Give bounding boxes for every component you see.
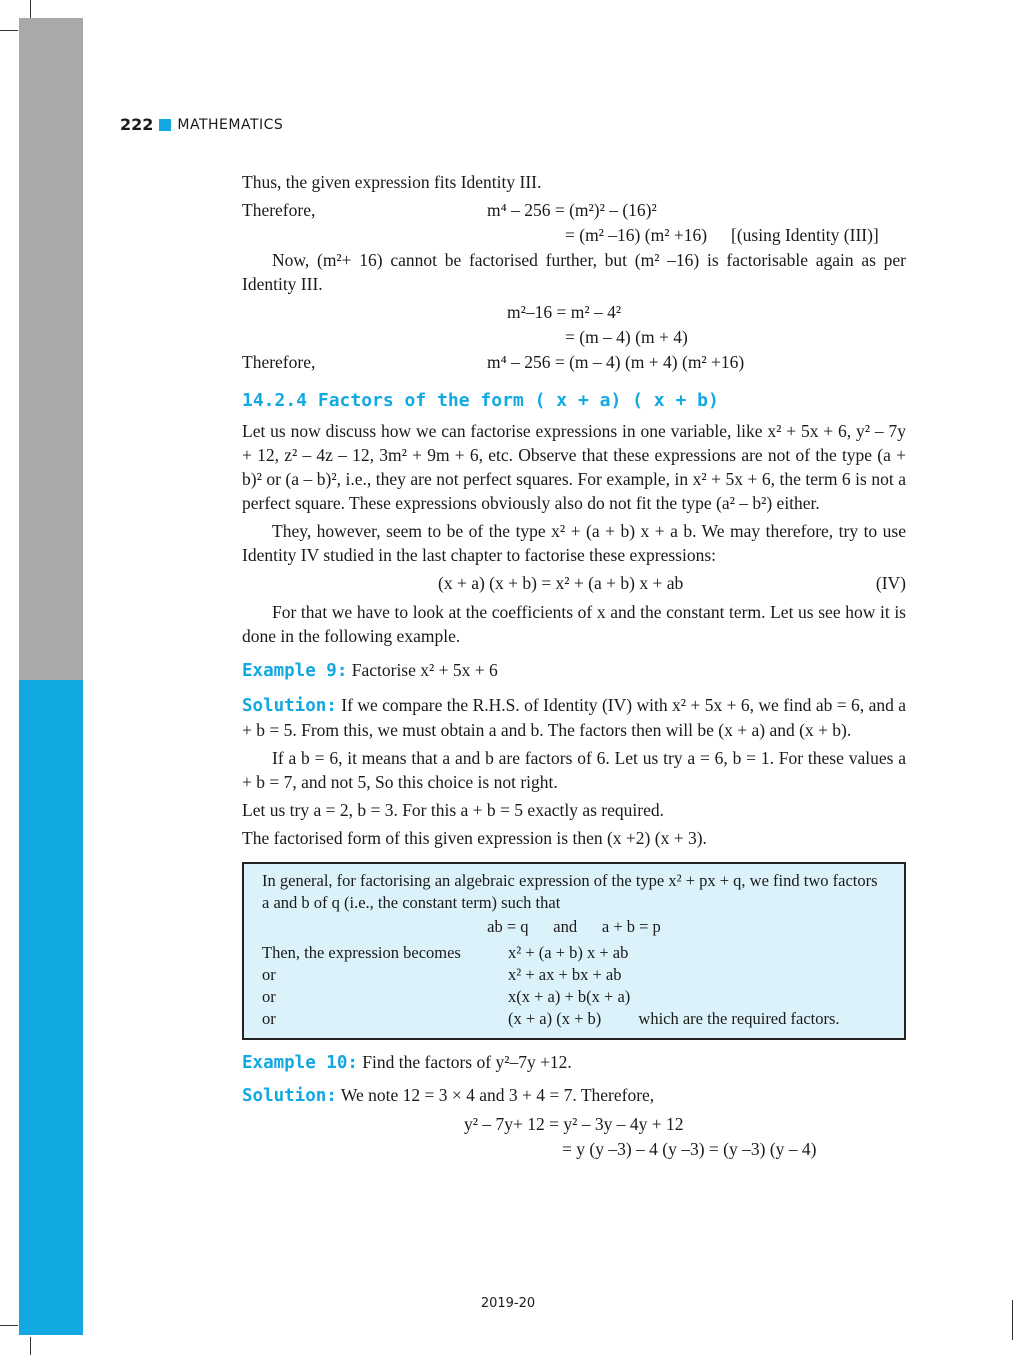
paragraph: Let us try a = 2, b = 3. For this a + b = 5 exactly as required.	[242, 800, 664, 820]
section-heading: 14.2.4 Factors of the form ( x + a) ( x + b)	[242, 390, 719, 411]
paragraph: Thus, the given expression fits Identity III.	[242, 172, 542, 192]
equation-line: m⁴ – 256 = (m²)² – (16)²	[487, 200, 657, 220]
general-rule-box	[242, 862, 906, 1040]
box-step-left: Then, the expression becomes	[262, 943, 461, 962]
equation-block	[242, 198, 906, 248]
crop-mark	[30, 0, 31, 18]
crop-mark	[30, 1337, 31, 1355]
solution-text: We note 12 = 3 × 4 and 3 + 4 = 7. Therefore,	[340, 1085, 655, 1105]
equation-line: (x + a) (x + b) = x² + (a + b) x + ab	[438, 573, 684, 593]
example-9	[242, 658, 906, 683]
paragraph: For that we have to look at the coefficients of x and the constant term. Let us see how it is done in the following example.	[242, 602, 906, 646]
page-footer: 2019-20	[480, 1296, 536, 1311]
box-step-left: or	[262, 965, 276, 984]
paragraph: Let us now discuss how we can factorise expressions in one variable, like x² + 5x + 6, y² – 7y + 12, z² – 4z – 12, 3m² + 9m + 6, etc. Observe that these expressions are not of the type (a + b)² or (a – b)², i.e., they are not perfect squares. For example, in x² + 5x + 6, the term 6 is not a perfect square. These expressions obviously also do not fit the type (a² – b²) either.	[242, 421, 906, 513]
equation-note: [(using Identity (III)]	[731, 225, 879, 245]
example-10	[242, 1050, 906, 1075]
box-step-right: x² + (a + b) x + ab	[508, 943, 629, 962]
crop-mark	[0, 1325, 18, 1326]
identity-equation	[242, 571, 906, 596]
equation-line: = (m² –16) (m² +16)	[565, 225, 708, 245]
equation-line: m²–16 = m² – 4²	[507, 302, 622, 322]
crop-mark	[0, 30, 18, 31]
equation-line: = y (y –3) – 4 (y –3) = (y –3) (y – 4)	[562, 1139, 817, 1159]
example-label: Example 9:	[242, 661, 348, 681]
square-bullet-icon	[159, 119, 171, 131]
solution-text: If we compare the R.H.S. of Identity (IV) with x² + 5x + 6, we find ab = 6, and a + b = 5. From this, we must obtain a and b. The factors then will be (x + a) and (x + b).	[242, 695, 907, 740]
paragraph: Now, (m²+ 16) cannot be factorised further, but (m² –16) is factorisable again as per Identity III.	[242, 250, 906, 294]
equation-tag: (IV)	[875, 573, 906, 593]
box-step-right: x(x + a) + b(x + a)	[508, 987, 631, 1006]
box-steps	[262, 942, 886, 1030]
equation-label: Therefore,	[242, 352, 316, 372]
equation-label: Therefore,	[242, 200, 316, 220]
box-intro: In general, for factorising an algebraic expression of the type x² + px + q, we find two factors a and b of q (i.e., the constant term) such that	[262, 871, 878, 912]
sidebar-grey-band	[19, 18, 83, 680]
solution-label: Solution:	[242, 696, 337, 716]
box-step-right: (x + a) (x + b) which are the required factors.	[508, 1009, 840, 1028]
paragraph: If a b = 6, it means that a and b are factors of 6. Let us try a = 6, b = 1. For these values a + b = 7, and not 5, So this choice is not right.	[242, 748, 906, 792]
box-step-left: or	[262, 987, 276, 1006]
equation-line: = (m – 4) (m + 4)	[565, 327, 688, 347]
example-label: Example 10:	[242, 1053, 358, 1073]
equation-block	[242, 1112, 906, 1162]
page-header	[120, 115, 283, 134]
solution-10	[242, 1083, 906, 1108]
box-step-right: x² + ax + bx + ab	[508, 965, 622, 984]
equation-block	[242, 300, 906, 375]
example-text: Factorise x² + 5x + 6	[351, 660, 498, 680]
page-number: 222	[120, 115, 154, 134]
example-text: Find the factors of y²–7y +12.	[362, 1052, 572, 1072]
equation-line: m⁴ – 256 = (m – 4) (m + 4) (m² +16)	[487, 352, 745, 372]
page-content	[242, 170, 906, 1162]
box-condition: ab = q and a + b = p	[487, 917, 661, 936]
solution-9	[242, 693, 906, 742]
sidebar-blue-band	[19, 680, 83, 1335]
box-step-left: or	[262, 1009, 276, 1028]
solution-label: Solution:	[242, 1086, 337, 1106]
paragraph: The factorised form of this given expression is then (x +2) (x + 3).	[242, 828, 707, 848]
equation-line: y² – 7y+ 12 = y² – 3y – 4y + 12	[464, 1114, 684, 1134]
paragraph: They, however, seem to be of the type x² + (a + b) x + a b. We may therefore, try to use Identity IV studied in the last chapter to factorise these expressions:	[242, 521, 906, 565]
subject-title: MATHEMATICS	[177, 116, 284, 133]
